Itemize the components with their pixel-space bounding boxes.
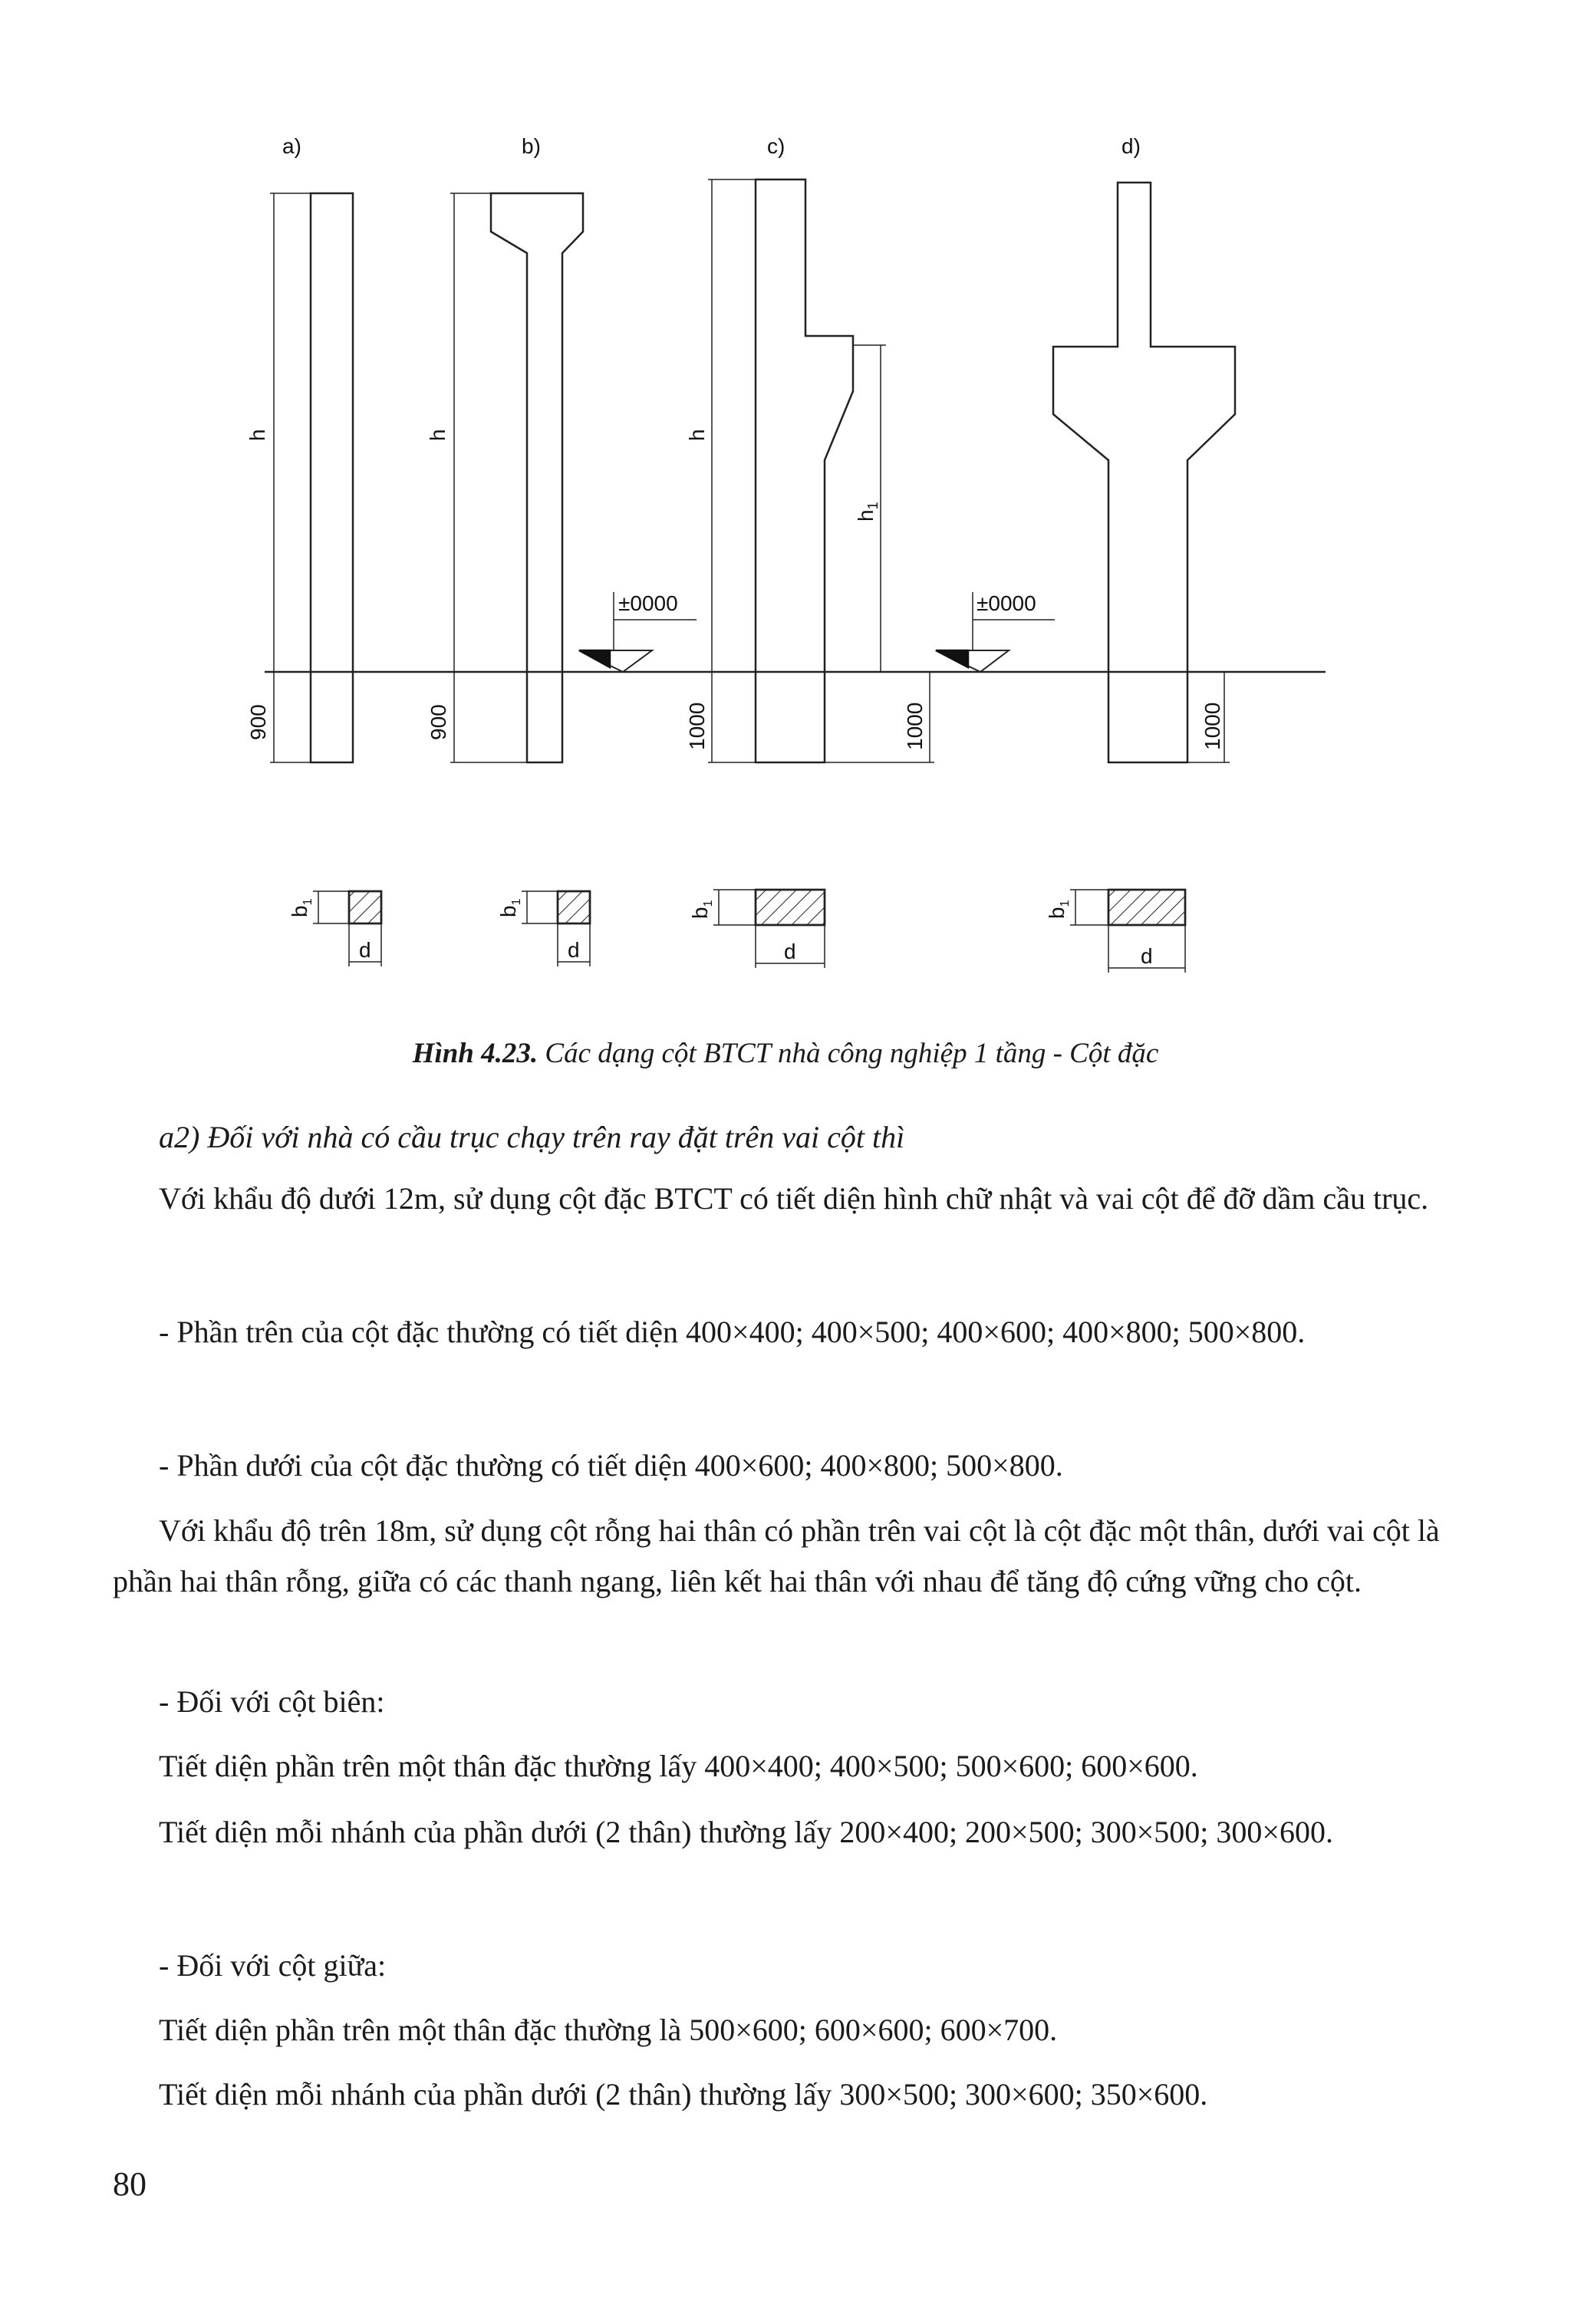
section-a	[313, 891, 381, 966]
dim-h-b: h	[426, 429, 450, 441]
paragraph-5: - Đối với cột biên:	[159, 1684, 385, 1719]
caption-text: Các dạng cột BTCT nhà công nghiệp 1 tầng - Cột đặc	[538, 1038, 1159, 1069]
paragraph-6: Tiết diện phần trên một thân đặc thường lấy 400×400; 400×500; 500×600; 600×600.	[159, 1749, 1198, 1783]
paragraph-1: Với khẩu độ dưới 12m, sử dụng cột đặc BTCT có tiết diện hình chữ nhật và vai cột để đỡ dầm cầu trục.	[159, 1181, 1429, 1216]
paragraph-8: - Đối với cột giữa:	[159, 1948, 387, 1983]
dim-h-a: h	[245, 429, 269, 441]
figure-drawing	[0, 0, 1571, 1012]
subheading: a2) Đối với nhà có cầu trục chạy trên ray đặt trên vai cột thì	[159, 1120, 905, 1154]
page-number: 80	[113, 2165, 147, 2203]
paragraph-7: Tiết diện mỗi nhánh của phần dưới (2 thân) thường lấy 200×400; 200×500; 300×500; 300×600.	[159, 1815, 1333, 1849]
paragraph-2: - Phần trên của cột đặc thường có tiết diện 400×400; 400×500; 400×600; 400×800; 500×800.	[159, 1315, 1306, 1349]
column-b	[491, 193, 583, 762]
dim-b1-b: $b_1$	[496, 898, 523, 917]
dim-d-d: d	[1141, 944, 1153, 968]
figure-caption	[0, 1037, 1571, 1071]
caption-label: Hình 4.23.	[412, 1038, 538, 1069]
column-c	[756, 179, 853, 762]
label-d: d)	[1121, 134, 1141, 158]
column-d	[1053, 183, 1235, 762]
dim-h-c: h	[685, 429, 709, 441]
label-c: c)	[767, 134, 786, 158]
dim-b1-a: $b_1$	[288, 898, 315, 917]
paragraph-9: Tiết diện phần trên một thân đặc thường là 500×600; 600×600; 600×700.	[159, 2013, 1058, 2047]
dim-900-a: 900	[246, 704, 270, 740]
label-a: a)	[282, 134, 301, 158]
column-a	[311, 193, 353, 762]
section-b	[522, 891, 590, 966]
dim-1000-c2: 1000	[903, 702, 927, 750]
dim-d-c: d	[784, 940, 796, 963]
dim-1000-c: 1000	[685, 702, 709, 750]
dim-b1-d: $b_1$	[1045, 900, 1072, 919]
level-label-2: ±0000	[977, 591, 1036, 615]
label-b: b)	[522, 134, 541, 158]
dim-h1-c: $h_1$	[854, 502, 881, 522]
column-types-figure	[0, 0, 1571, 1012]
level-label-1: ±0000	[618, 591, 678, 615]
dim-d-a: d	[359, 938, 371, 962]
dim-1000-d: 1000	[1200, 702, 1224, 750]
paragraph-10: Tiết diện mỗi nhánh của phần dưới (2 thân) thường lấy 300×500; 300×600; 350×600.	[159, 2077, 1208, 2112]
paragraph-4: Với khẩu độ trên 18m, sử dụng cột rỗng hai thân có phần trên vai cột là cột đặc một thân, dưới vai cột là phần hai thân rỗng, giữa có các thanh ngang, liên kết hai thân với nhau để tăng độ cứng vững cho cột.	[113, 1513, 1440, 1598]
paragraph-3: - Phần dưới của cột đặc thường có tiết diện 400×600; 400×800; 500×800.	[159, 1448, 1063, 1483]
section-c	[713, 890, 825, 968]
dim-900-b: 900	[427, 704, 450, 740]
section-d	[1070, 890, 1185, 973]
dim-d-b: d	[568, 938, 580, 962]
dim-b1-c: $b_1$	[688, 900, 715, 919]
